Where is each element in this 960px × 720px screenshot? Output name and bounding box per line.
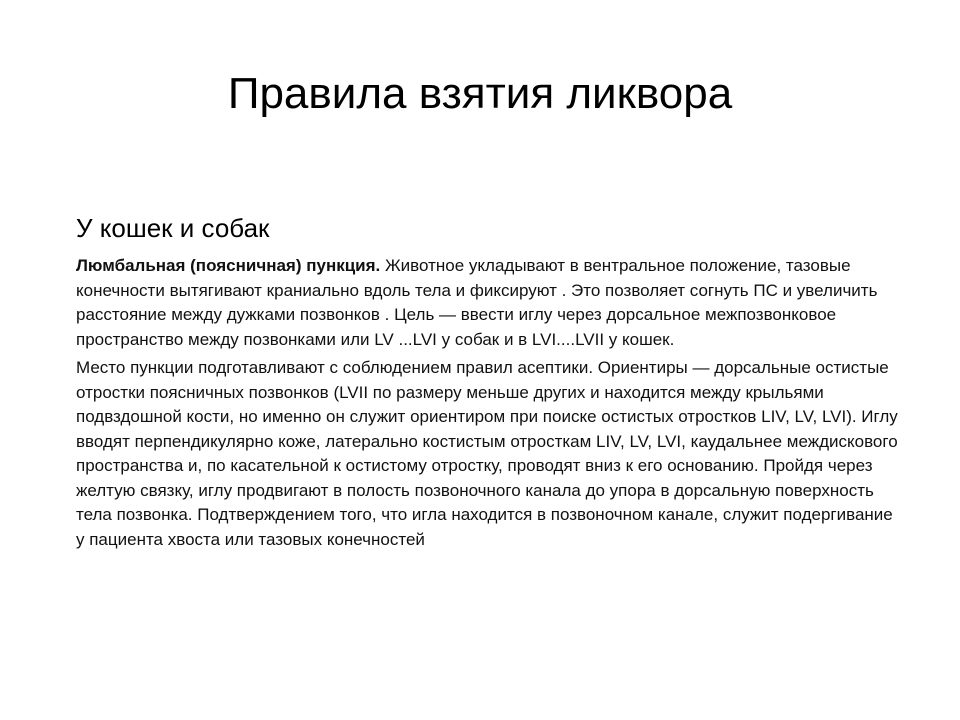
paragraph-lead: Люмбальная (поясничная) пункция. <box>76 256 381 275</box>
slide-content <box>76 212 902 556</box>
paragraph-lumbar-puncture <box>76 254 902 352</box>
paragraph-text: Животное укладывают в вентральное положение, тазовые конечности вытягивают краниально вдоль тела и фиксируют . Это позволяет согнуть ПС и увеличить расстояние между дужками позвонков . Цель — ввести иглу через дорсальное межпозвонковое пространство между позвонками или LV ...LVI у собак и в LVI....LVII у кошек. <box>76 256 878 349</box>
paragraph-puncture-site: Место пункции подготавливают с соблюдением правил асептики. Ориентиры — дорсальные остистые отростки поясничных позвонков (LVII по размеру меньше других и находится между крыльями подвздошной кости, но именно он служит ориентиром при поиске остистых отростков LIV, LV, LVI). Иглу вводят перпендикулярно коже, латерально костистым отросткам LIV, LV, LVI, каудальнее междискового пространства и, по касательной к остистому отростку, проводят вниз к его основанию. Пройдя через желтую связку, иглу продвигают в полость позвоночного канала до упора в дорсальную поверхность тела позвонка. Подтверждением того, что игла находится в позвоночном канале, служит подергивание у пациента хвоста или тазовых конечностей <box>76 358 898 549</box>
section-subtitle: У кошек и собак <box>76 213 270 243</box>
slide-title: Правила взятия ликвора <box>227 69 733 118</box>
